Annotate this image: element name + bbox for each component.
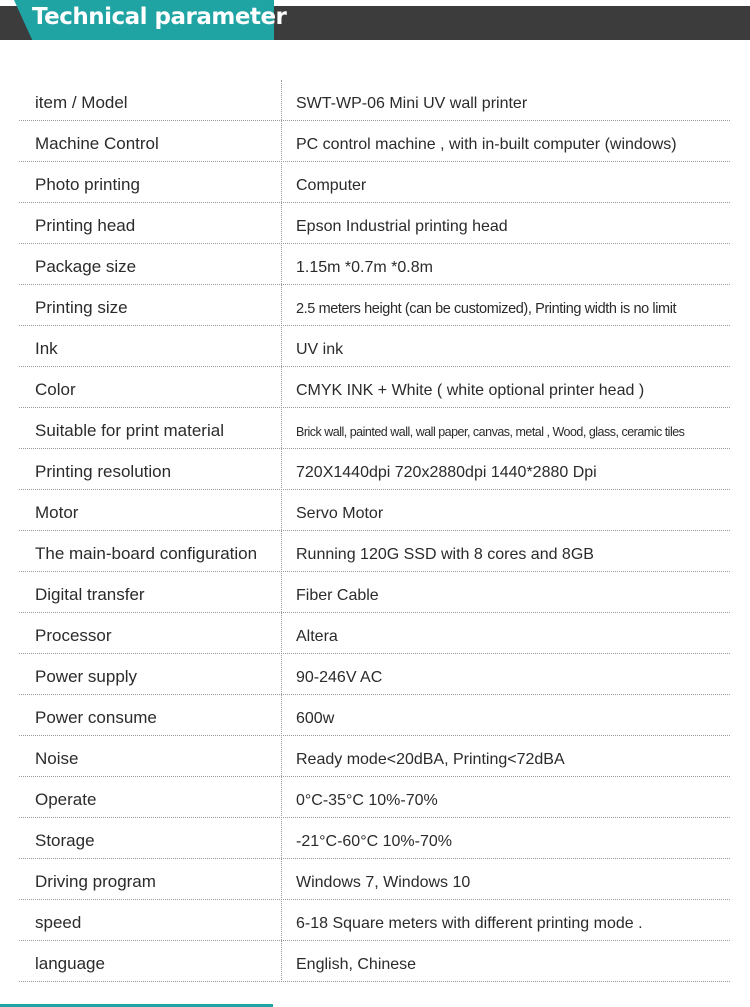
table-row — [19, 613, 730, 654]
table-row — [19, 121, 730, 162]
spec-label: Storage — [35, 831, 95, 850]
table-row — [19, 900, 730, 941]
table-row — [19, 531, 730, 572]
spec-label: Suitable for print material — [35, 421, 224, 440]
spec-label: Ink — [35, 339, 58, 358]
spec-label: Printing resolution — [35, 462, 172, 481]
spec-label: Digital transfer — [35, 585, 145, 604]
spec-label: Color — [35, 380, 76, 399]
spec-label: Printing head — [35, 216, 136, 235]
spec-label: Operate — [35, 790, 97, 809]
spec-value: 1.15m *0.7m *0.8m — [296, 259, 433, 276]
table-row — [19, 654, 730, 695]
table-row — [19, 490, 730, 531]
spec-label: Processor — [35, 626, 112, 645]
table-row — [19, 818, 730, 859]
spec-value: SWT-WP-06 Mini UV wall printer — [296, 95, 528, 112]
spec-label: The main-board configuration — [35, 544, 258, 563]
table-row — [19, 367, 730, 408]
spec-label: speed — [35, 913, 82, 932]
spec-value: Brick wall, painted wall, wall paper, canvas, metal , Wood, glass, ceramic tiles — [296, 425, 685, 439]
table-row — [19, 203, 730, 244]
spec-label: item / Model — [35, 93, 128, 112]
spec-label: Package size — [35, 257, 137, 276]
spec-value: UV ink — [296, 341, 344, 358]
spec-value: CMYK INK + White ( white optional printer head ) — [296, 382, 645, 399]
table-row — [19, 408, 730, 449]
table-row — [19, 326, 730, 367]
spec-label: Power consume — [35, 708, 157, 727]
spec-value: 0°C-35°C 10%-70% — [296, 792, 438, 809]
spec-label: Power supply — [35, 667, 138, 686]
spec-value: 2.5 meters height (can be customized), Printing width is no limit — [296, 301, 677, 317]
spec-value: Servo Motor — [296, 505, 384, 522]
table-row — [19, 80, 730, 121]
spec-label: Photo printing — [35, 175, 140, 194]
table-row — [19, 285, 730, 326]
spec-table — [19, 80, 730, 982]
spec-value: -21°C-60°C 10%-70% — [296, 833, 452, 850]
spec-label: Machine Control — [35, 134, 159, 153]
table-row — [19, 695, 730, 736]
spec-label: Driving program — [35, 872, 156, 891]
spec-label: Motor — [35, 503, 79, 522]
table-row — [19, 941, 730, 982]
spec-value: Altera — [296, 628, 338, 645]
table-row — [19, 736, 730, 777]
spec-value: Computer — [296, 177, 367, 194]
page-title: Technical parameter — [32, 4, 287, 30]
spec-value: 90-246V AC — [296, 669, 383, 686]
spec-label: Printing size — [35, 298, 128, 317]
spec-value: Fiber Cable — [296, 587, 379, 604]
spec-value: 6-18 Square meters with different printing mode . — [296, 915, 643, 932]
spec-value: Epson Industrial printing head — [296, 218, 508, 235]
table-row — [19, 162, 730, 203]
spec-value: PC control machine , with in-built computer (windows) — [296, 136, 677, 153]
spec-value: Windows 7, Windows 10 — [296, 874, 471, 891]
table-row — [19, 572, 730, 613]
spec-label: language — [35, 954, 105, 973]
table-row — [19, 449, 730, 490]
table-row — [19, 777, 730, 818]
spec-value: English, Chinese — [296, 956, 417, 973]
spec-value: 600w — [296, 710, 335, 727]
spec-value: 720X1440dpi 720x2880dpi 1440*2880 Dpi — [296, 464, 597, 481]
table-row — [19, 244, 730, 285]
table-row — [19, 859, 730, 900]
spec-value: Ready mode<20dBA, Printing<72dBA — [296, 751, 565, 768]
spec-label: Noise — [35, 749, 79, 768]
spec-value: Running 120G SSD with 8 cores and 8GB — [296, 546, 594, 563]
